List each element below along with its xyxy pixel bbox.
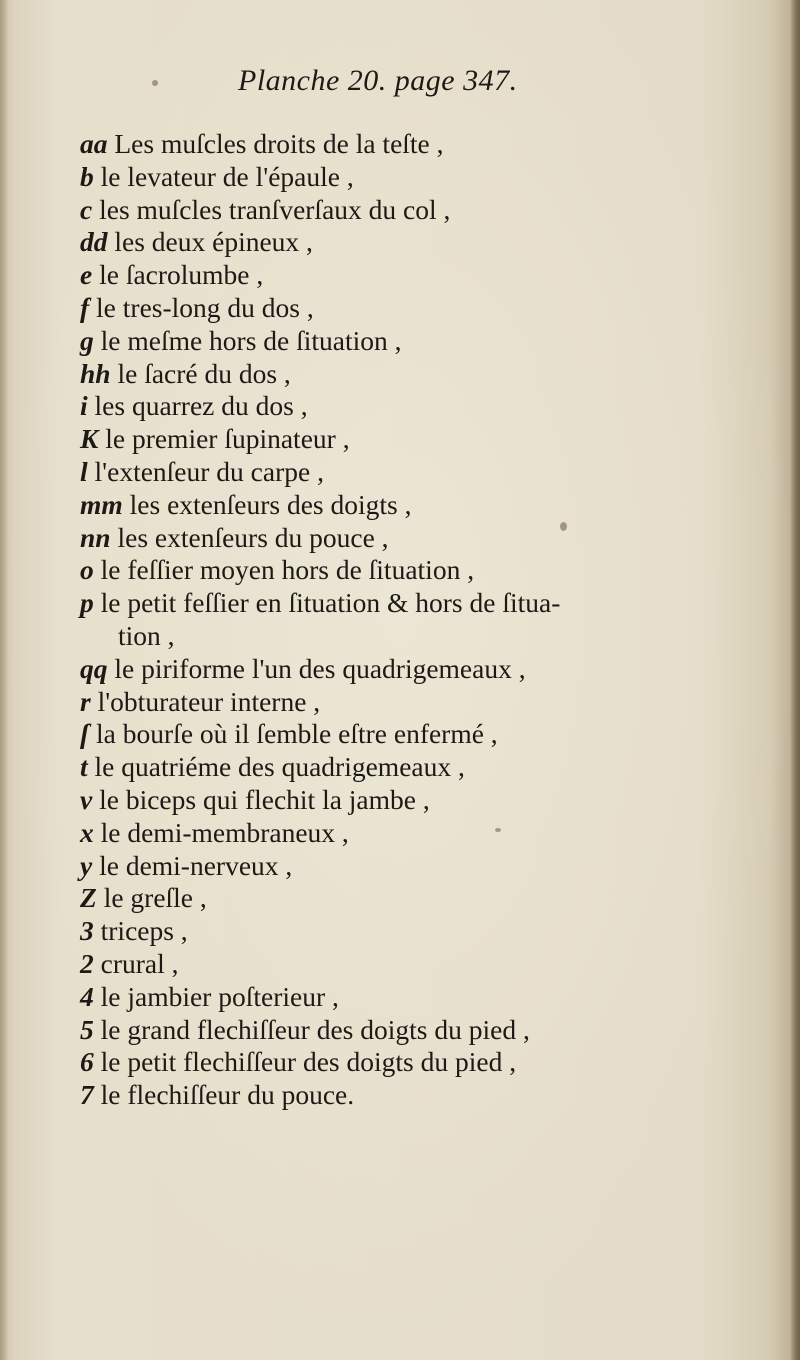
- legend-entry: [80, 358, 720, 391]
- entry-mark: t: [80, 751, 88, 783]
- entry-text: triceps ,: [100, 915, 188, 947]
- entry-text: le demi-nerveux ,: [99, 849, 293, 881]
- page-edge-left: [0, 0, 8, 1360]
- legend-entry: [80, 390, 720, 423]
- entry-mark: qq: [80, 652, 108, 684]
- entry-text: le demi-membraneux ,: [100, 816, 349, 848]
- entry-text: le levateur de l'épaule ,: [100, 160, 354, 192]
- legend-entry: [80, 226, 720, 259]
- legend-list: [80, 128, 720, 1112]
- entry-mark: b: [80, 160, 94, 192]
- entry-text: le flechiſſeur du pouce.: [100, 1079, 355, 1111]
- entry-text: la bourſe où il ſemble eſtre enfermé ,: [96, 718, 498, 750]
- legend-entry: [80, 456, 720, 489]
- legend-entry: [80, 292, 720, 325]
- entry-text: le quatriéme des quadrigemeaux ,: [94, 751, 465, 783]
- entry-text: le grand flechiſſeur des doigts du pied ,: [100, 1013, 530, 1045]
- legend-entry: [80, 1079, 720, 1112]
- entry-mark: x: [80, 816, 94, 848]
- legend-entry: [80, 423, 720, 456]
- entry-text: le petit flechiſſeur des doigts du pied ,: [100, 1046, 517, 1078]
- entry-text: Les muſcles droits de la teſte ,: [114, 128, 444, 159]
- legend-entry: [80, 653, 720, 686]
- legend-entry: [80, 981, 720, 1014]
- entry-mark: aa: [80, 128, 108, 159]
- entry-text: le petit feſſier en ſituation & hors de ſitua-: [100, 587, 561, 619]
- entry-mark: 3: [80, 915, 94, 947]
- entry-mark: mm: [80, 488, 123, 520]
- entry-text: les deux épineux ,: [114, 226, 313, 258]
- entry-mark: 7: [80, 1079, 94, 1111]
- entry-mark: dd: [80, 226, 108, 258]
- legend-entry: [80, 194, 720, 227]
- legend-entry: [80, 1014, 720, 1047]
- entry-mark: e: [80, 259, 93, 291]
- legend-entry: [80, 325, 720, 358]
- entry-text: le feſſier moyen hors de ſituation ,: [100, 554, 475, 586]
- legend-entry: [80, 948, 720, 981]
- page-edge-right: [790, 0, 800, 1360]
- entry-text: les muſcles tranſverſaux du col ,: [99, 193, 451, 225]
- entry-text: le meſme hors de ſituation ,: [100, 324, 402, 356]
- entry-text-continuation: tion ,: [118, 619, 175, 651]
- entry-mark: o: [80, 554, 94, 586]
- entry-text: le ſacré du dos ,: [117, 357, 291, 389]
- entry-text: le jambier poſterieur ,: [100, 980, 339, 1012]
- legend-entry: [80, 587, 720, 653]
- ink-speck: [152, 80, 158, 86]
- entry-mark: c: [80, 193, 93, 225]
- entry-text: les quarrez du dos ,: [94, 390, 308, 422]
- legend-entry: [80, 489, 720, 522]
- legend-entry: [80, 1046, 720, 1079]
- entry-text: le piriforme l'un des quadrigemeaux ,: [114, 652, 526, 684]
- legend-entry: [80, 784, 720, 817]
- entry-mark: Z: [80, 882, 97, 914]
- entry-mark: i: [80, 390, 88, 422]
- entry-mark: 4: [80, 980, 94, 1012]
- legend-entry: [80, 161, 720, 194]
- entry-mark: r: [80, 685, 91, 717]
- entry-mark: y: [80, 849, 93, 881]
- legend-entry: [80, 128, 720, 161]
- entry-mark: 5: [80, 1013, 94, 1045]
- entry-mark: l: [80, 455, 88, 487]
- entry-mark: g: [80, 324, 94, 356]
- entry-mark: f: [80, 291, 90, 323]
- legend-entry: [80, 718, 720, 751]
- legend-entry: [80, 686, 720, 719]
- legend-entry: [80, 882, 720, 915]
- entry-mark: 2: [80, 947, 94, 979]
- entry-text: le biceps qui flechit la jambe ,: [99, 783, 430, 815]
- entry-mark: hh: [80, 357, 111, 389]
- entry-text: les extenſeurs des doigts ,: [129, 488, 412, 520]
- legend-entry: [80, 522, 720, 555]
- entry-mark: p: [80, 587, 94, 619]
- legend-entry: [80, 554, 720, 587]
- entry-text: le ſacrolumbe ,: [99, 259, 264, 291]
- plate-heading: Planche 20. page 347.: [238, 64, 518, 97]
- entry-text: l'obturateur interne ,: [97, 685, 321, 717]
- entry-text: le greſle ,: [103, 882, 207, 914]
- entry-text: l'extenſeur du carpe ,: [94, 455, 324, 487]
- entry-mark: 6: [80, 1046, 94, 1078]
- entry-text: le premier ſupinateur ,: [105, 423, 350, 455]
- legend-entry: [80, 850, 720, 883]
- entry-text: le tres-long du dos ,: [96, 291, 314, 323]
- entry-text: les extenſeurs du pouce ,: [117, 521, 389, 553]
- entry-mark: ſ: [80, 718, 90, 750]
- legend-entry: [80, 259, 720, 292]
- entry-mark: K: [80, 423, 99, 455]
- legend-entry: [80, 915, 720, 948]
- entry-text: crural ,: [100, 947, 179, 979]
- entry-mark: nn: [80, 521, 111, 553]
- legend-entry: [80, 817, 720, 850]
- entry-mark: v: [80, 783, 93, 815]
- legend-entry: [80, 751, 720, 784]
